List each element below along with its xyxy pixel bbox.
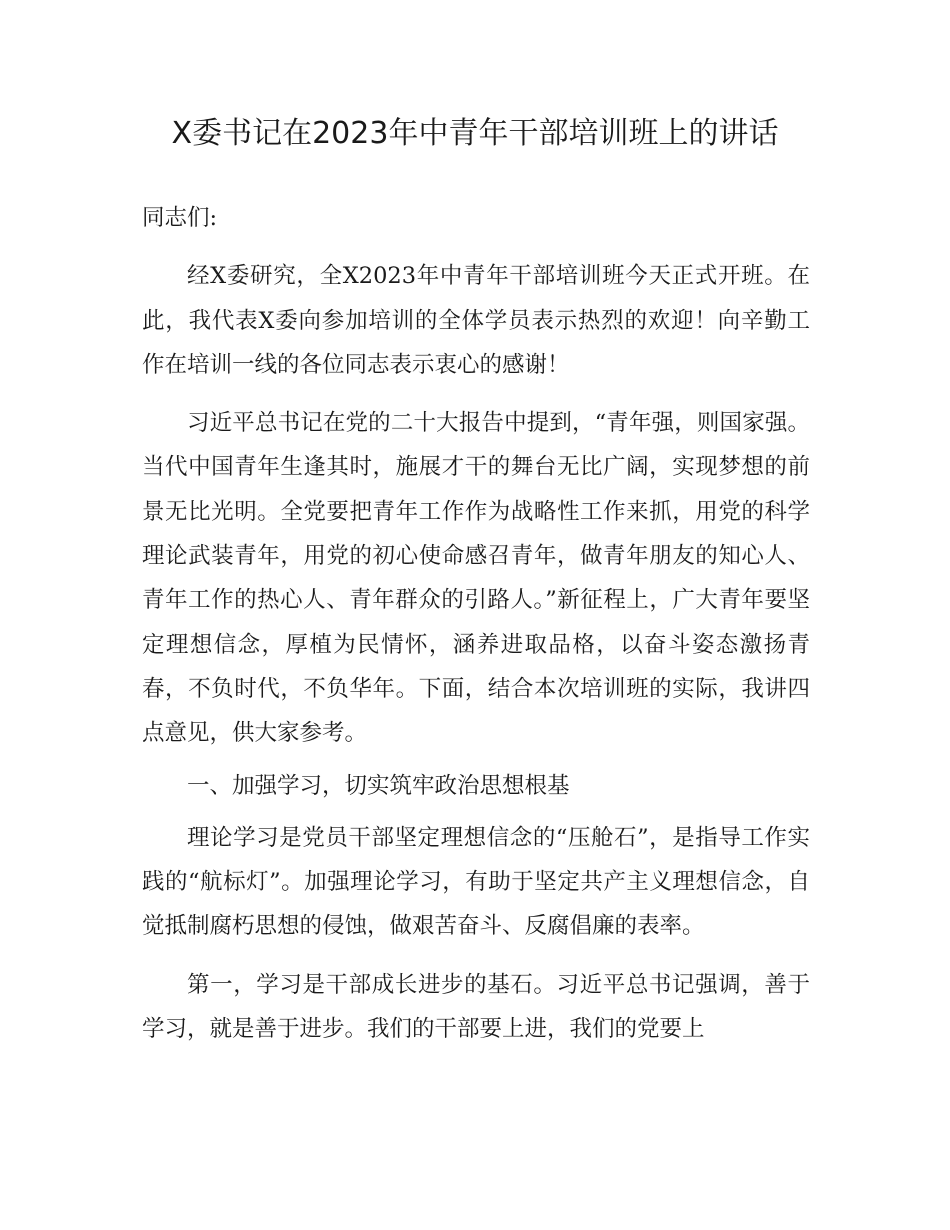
section-heading-1: 一、加强学习，切实筑牢政治思想根基: [187, 772, 570, 799]
paragraph-theory: 理论学习是党员干部坚定理想信念的“压舱石”，是指导工作实践的“航标灯”。加强理论学习，有助于坚定共产主义理想信念，自觉抵制腐朽思想的侵蚀，做艰苦奋斗、反腐倡廉的表率。: [142, 824, 810, 940]
salutation: 同志们:: [142, 205, 218, 231]
paragraph-opening: 经X委研究，全X2023年中青年干部培训班今天正式开班。在此，我代表X委向参加培训的全体学员表示热烈的欢迎！向辛勤工作在培训一线的各位同志表示衷心的感谢！: [142, 263, 810, 378]
document-title: X委书记在2023年中青年干部培训班上的讲话: [171, 116, 779, 151]
document-body: [142, 196, 810, 1051]
paragraph-quote: 习近平总书记在党的二十大报告中提到，“青年强，则国家强。当代中国青年生逢其时，施展才干的舞台无比广阔，实现梦想的前景无比光明。全党要把青年工作作为战略性工作来抓，用党的科学理论武装青年，用党的初心使命感召青年，做青年朋友的知心人、青年工作的热心人、青年群众的引路人。”新征程上，广大青年要坚定理想信念，厚植为民情怀，涵养进取品格，以奋斗姿态激扬青春，不负时代，不负华年。下面，结合本次培训班的实际，我讲四点意见，供大家参考。: [142, 410, 810, 747]
paragraph-first-point: 第一，学习是干部成长进步的基石。习近平总书记强调，善于学习，就是善于进步。我们的干部要上进，我们的党要上: [142, 971, 810, 1043]
